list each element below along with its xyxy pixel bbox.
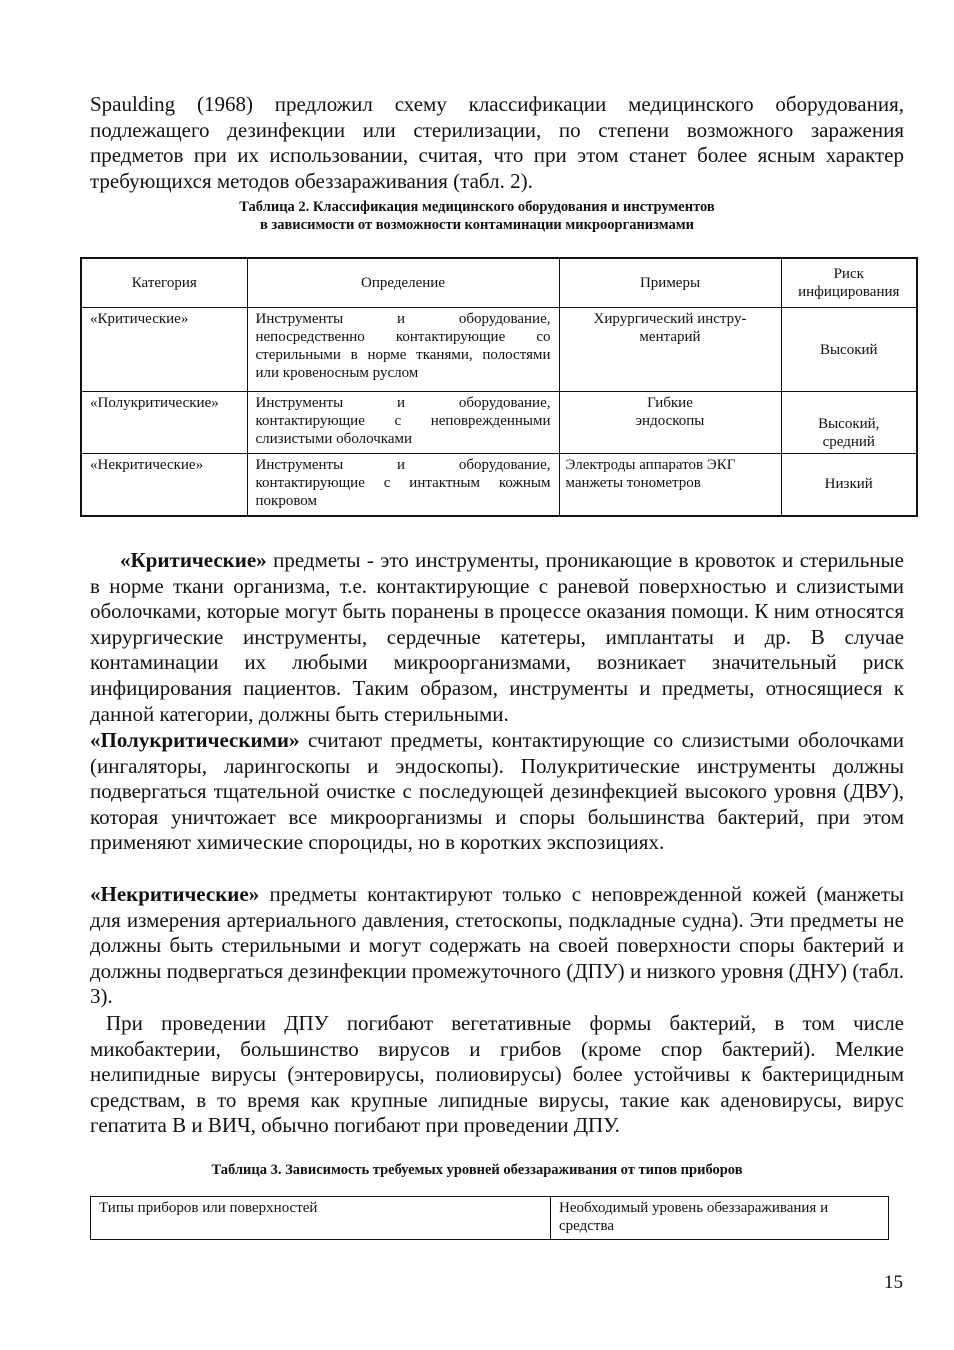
table-row [81, 454, 917, 516]
critical-text: предметы - это инструменты, проникающие в кровоток и стерильные в норме ткани организма, т.е. контактирующие с раневой поверхностью и слизистыми оболочками, которые могут быть поранены в процессе оказания помощи. К ним относятся хирургические инструменты, сердечные катетеры, имплантаты и др. В случае контаминации их любыми микроорганизмами, возникает значительный риск инфицирования пациентов. Таким образом, инструменты и предметы, относящиеся к данной категории, должны быть стерильными. [90, 548, 904, 726]
header-category: Категория [81, 258, 247, 308]
row-risk-line1: Высокий, [818, 416, 880, 432]
row-risk-line2: средний [822, 434, 875, 450]
row-examples-line1: Хирургический инстру- [593, 311, 747, 327]
critical-paragraph [90, 548, 904, 727]
classification-table [80, 257, 918, 517]
semicritical-text: считают предметы, контактирующие со слизистыми оболочками (ингаляторы, ларингоскопы и эндоскопы). Полукритические инструменты должны подвергаться тщательной очистке с последующей дезинфекцией высокого уровня (ДВУ), которая уничтожает все микроорганизмы и споры большинства бактерий, при этом применяют химические спороциды, но в коротких экспозициях. [90, 728, 904, 855]
intro-paragraph: Spaulding (1968) предложил схему классификации медицинского оборудования, подлежащего дезинфекции или стерилизации, по степени возможного заражения предметов при их использовании, считая, что при этом станет более ясным характер требующихся методов обеззараживания (табл. 2). [90, 92, 904, 193]
row-risk-line1: Высокий [819, 341, 878, 358]
row-examples-line1: Гибкие [647, 395, 693, 411]
header-risk-line2: инфицирования [798, 284, 900, 300]
semicritical-term: «Полукритическими» [90, 728, 300, 752]
header-risk-line1: Риск [833, 266, 864, 282]
critical-term: «Критические» [120, 548, 267, 572]
table3-caption: Таблица 3. Зависимость требуемых уровней обеззараживания от типов приборов [211, 1162, 743, 1178]
row-risk [781, 454, 917, 516]
table-header-row [91, 1197, 889, 1240]
noncritical-paragraph [90, 882, 904, 1010]
row-risk [781, 392, 917, 454]
header-required-level: Необходимый уровень обеззараживания и средства [551, 1197, 889, 1240]
row-examples [559, 308, 781, 392]
header-definition: Определение [247, 258, 559, 308]
semicritical-paragraph [90, 728, 904, 856]
header-risk [781, 258, 917, 308]
table-row [81, 308, 917, 392]
header-device-types: Типы приборов или поверхностей [91, 1197, 551, 1240]
row-category: «Некритические» [81, 454, 247, 516]
table2-caption-line1: Таблица 2. Классификация медицинского оборудования и инструментов [239, 199, 715, 215]
noncritical-text: предметы контактируют только с неповрежденной кожей (манжеты для измерения артериального давления, стетоскопы, подкладные судна). Эти предметы не должны быть стерильными и могут содержать на своей поверхности споры бактерий и должны подвергаться дезинфекции промежуточного (ДПУ) и низкого уровня (ДНУ) (табл. 3). [90, 882, 904, 1009]
row-risk-line1: Низкий [824, 476, 873, 493]
row-examples-line2: ментарий [639, 329, 701, 345]
row-definition: Инструменты и оборудование, непосредственно контактирующие со стерильными в норме тканями, полостями или кровеносным руслом [247, 308, 559, 392]
row-examples [559, 392, 781, 454]
row-examples [559, 454, 781, 516]
row-examples-line1: Электроды аппаратов ЭКГ [565, 457, 736, 473]
row-category: «Критические» [81, 308, 247, 392]
row-definition: Инструменты и оборудование, контактирующие с интактным кожным покровом [247, 454, 559, 516]
decontamination-levels-table [90, 1196, 889, 1240]
noncritical-term: «Некритические» [90, 882, 260, 906]
row-examples-line2: эндоскопы [635, 413, 705, 429]
table2-caption-line2: в зависимости от возможности контаминации микроорганизмами [259, 217, 695, 233]
row-definition: Инструменты и оборудование, контактирующие с неповрежденными слизистыми оболочками [247, 392, 559, 454]
page-number: 15 [884, 1272, 903, 1293]
row-category: «Полукритические» [81, 392, 247, 454]
row-examples-line2: манжеты тонометров [565, 475, 701, 491]
table-header-row [81, 258, 917, 308]
table-row [81, 392, 917, 454]
dpu-paragraph: При проведении ДПУ погибают вегетативные формы бактерий, в том числе микобактерии, большинство вирусов и грибов (кроме спор бактерий). Мелкие нелипидные вирусы (энтеровирусы, полиовирусы) более устойчивы к бактерицидным средствам, в то время как крупные липидные вирусы, такие как аденовирусы, вирус гепатита В и ВИЧ, обычно погибают при проведении ДПУ. [90, 1011, 904, 1138]
header-examples: Примеры [559, 258, 781, 308]
row-risk [781, 308, 917, 392]
